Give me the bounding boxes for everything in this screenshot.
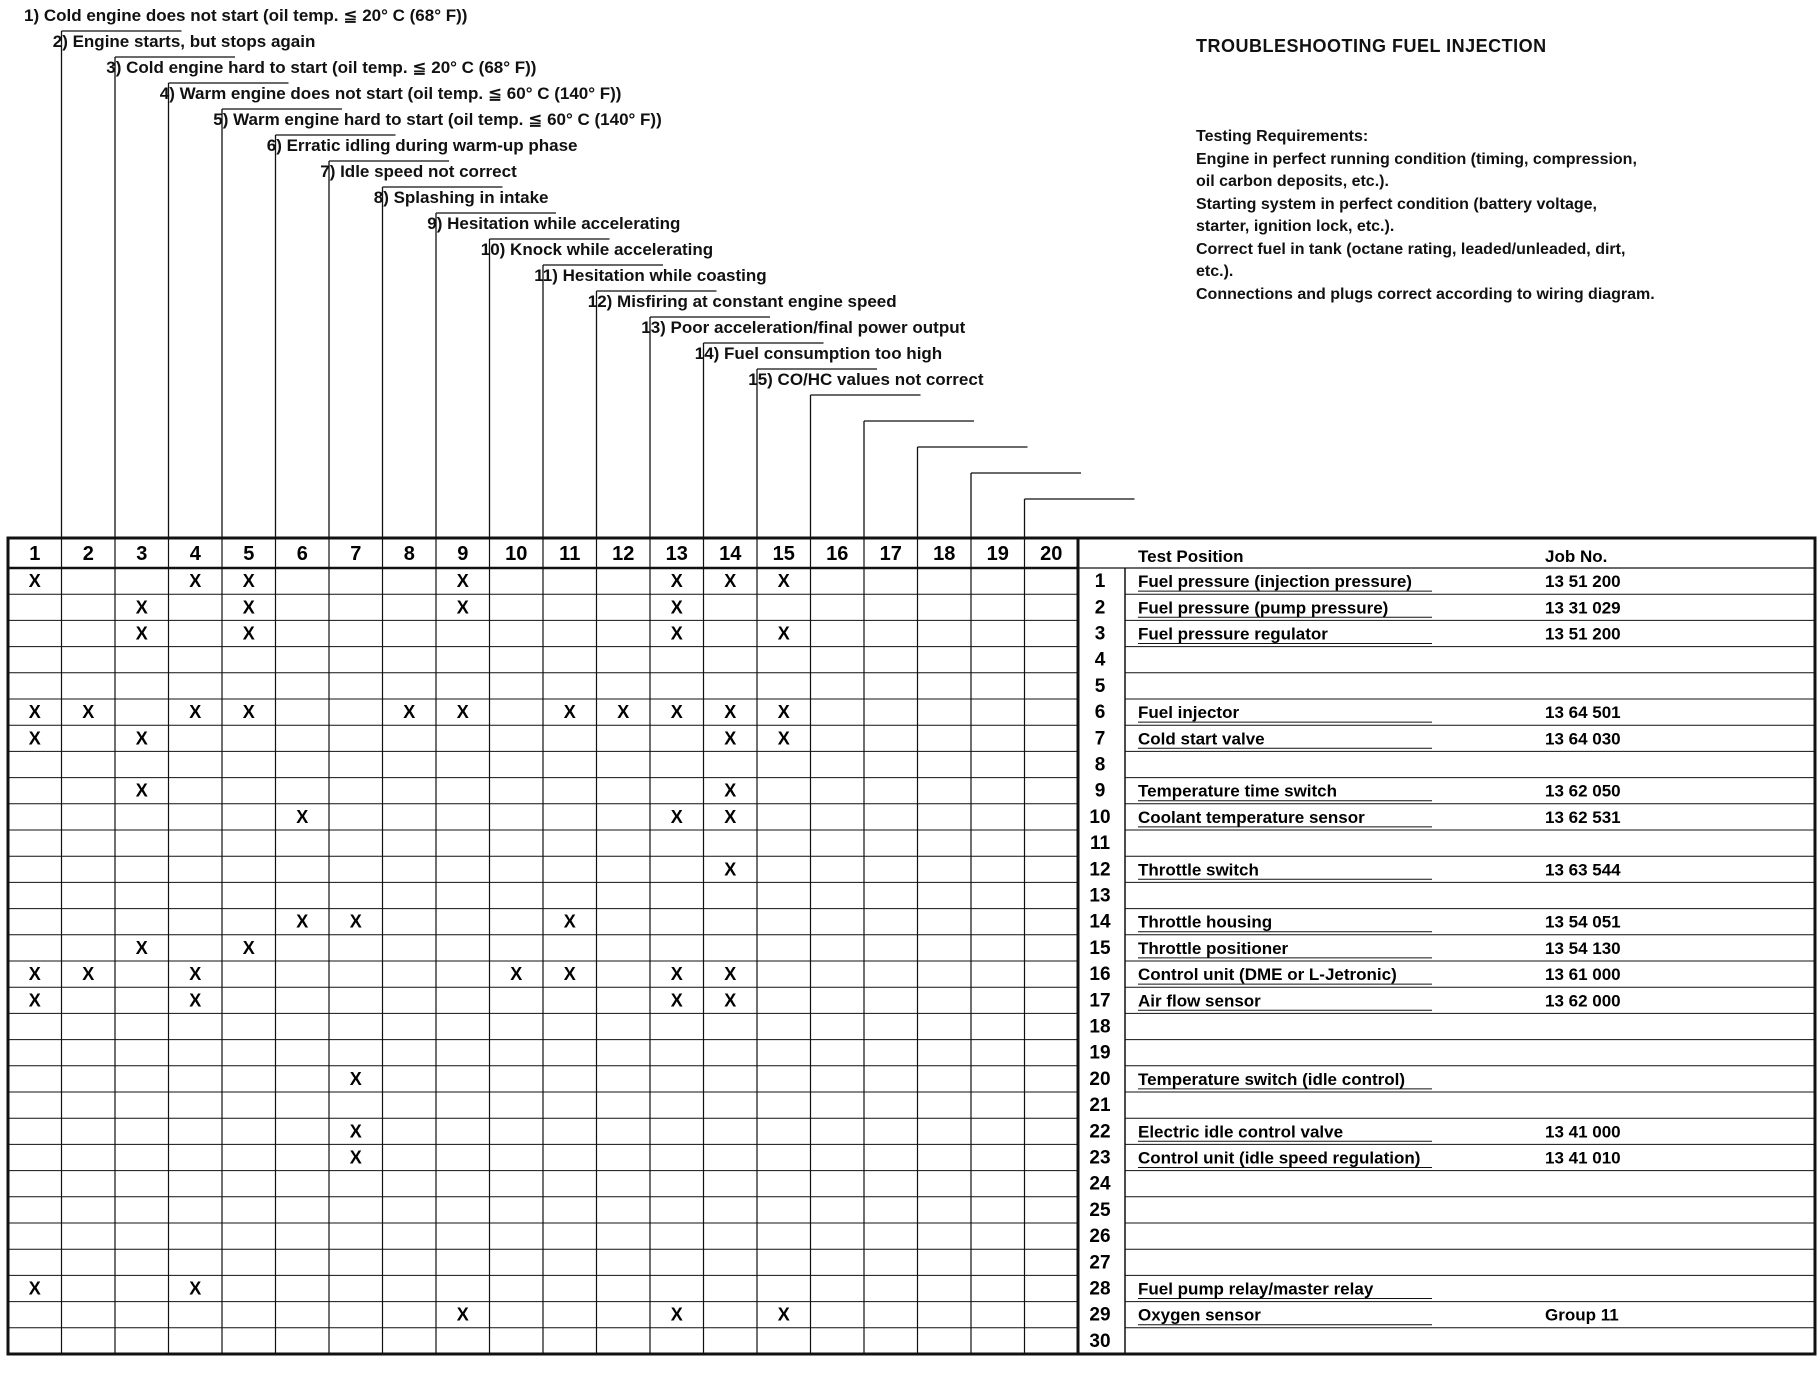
row-number: 18 xyxy=(1089,1016,1111,1038)
test-position-name: Oxygen sensor xyxy=(1138,1305,1261,1325)
cell-mark: X xyxy=(28,990,41,1011)
requirements-line: oil carbon deposits, etc.). xyxy=(1196,173,1389,190)
symptom-label: 12) Misfiring at constant engine speed xyxy=(587,292,897,311)
cell-mark: X xyxy=(670,990,683,1011)
job-number: Group 11 xyxy=(1545,1305,1619,1325)
column-number: 11 xyxy=(559,543,581,565)
symptom-label: 6) Erratic idling during warm-up phase xyxy=(266,136,578,155)
cell-mark: X xyxy=(189,964,202,985)
cell-mark: X xyxy=(135,937,148,958)
cell-mark: X xyxy=(349,1147,362,1168)
row-number: 3 xyxy=(1094,623,1106,645)
job-number: 13 51 200 xyxy=(1545,572,1621,592)
test-position-name: Temperature switch (idle control) xyxy=(1138,1069,1406,1089)
cell-mark: X xyxy=(563,911,576,932)
column-number: 19 xyxy=(986,543,1009,565)
cell-mark: X xyxy=(456,1304,469,1325)
symptom-label: 9) Hesitation while accelerating xyxy=(427,214,681,233)
cell-mark: X xyxy=(28,1278,41,1299)
column-number: 7 xyxy=(350,543,362,565)
symptom-label: 2) Engine starts, but stops again xyxy=(52,32,316,51)
row-number: 10 xyxy=(1089,806,1111,828)
column-number: 8 xyxy=(403,543,415,565)
row-number: 20 xyxy=(1089,1068,1111,1090)
symptom-label: 13) Poor acceleration/final power output xyxy=(641,318,966,337)
cell-mark: X xyxy=(82,964,95,985)
test-position-name: Temperature time switch xyxy=(1138,781,1338,801)
cell-mark: X xyxy=(724,571,737,592)
symptom-label: 4) Warm engine does not start (oil temp. ≦ 60° C (140° F)) xyxy=(159,84,622,103)
cell-mark: X xyxy=(563,964,576,985)
cell-mark: X xyxy=(724,990,737,1011)
column-number: 18 xyxy=(933,543,956,565)
cell-mark: X xyxy=(777,623,790,644)
job-number: 13 64 501 xyxy=(1545,703,1621,723)
requirements-heading: Testing Requirements: xyxy=(1196,128,1369,145)
cell-mark: X xyxy=(724,728,737,749)
cell-mark: X xyxy=(456,571,469,592)
test-position-name: Control unit (DME or L-Jetronic) xyxy=(1138,965,1397,985)
cell-mark: X xyxy=(349,911,362,932)
symptom-label: 3) Cold engine hard to start (oil temp. ≦ 20° C (68° F)) xyxy=(106,58,537,77)
cell-mark: X xyxy=(28,702,41,723)
test-position-name: Fuel pressure (pump pressure) xyxy=(1138,598,1389,618)
symptom-label: 8) Splashing in intake xyxy=(373,188,549,207)
symptom-label: 15) CO/HC values not correct xyxy=(748,370,984,389)
test-position-name: Fuel pressure (injection pressure) xyxy=(1138,572,1412,592)
column-number: 3 xyxy=(136,543,148,565)
header-test-position: Test Position xyxy=(1138,547,1244,566)
cell-mark: X xyxy=(670,806,683,827)
requirements-line: etc.). xyxy=(1196,263,1234,280)
test-position-name: Throttle housing xyxy=(1138,912,1273,932)
symptom-label: 5) Warm engine hard to start (oil temp. ≦ 60° C (140° F)) xyxy=(213,110,662,129)
table-frame xyxy=(8,538,1815,1354)
cell-mark: X xyxy=(670,964,683,985)
job-number: 13 51 200 xyxy=(1545,624,1621,644)
job-number: 13 62 000 xyxy=(1545,991,1621,1011)
column-number: 12 xyxy=(612,543,635,565)
row-number: 13 xyxy=(1089,885,1111,907)
cell-mark: X xyxy=(296,911,309,932)
requirements-line: Starting system in perfect condition (battery voltage, xyxy=(1196,195,1597,213)
cell-mark: X xyxy=(563,702,576,723)
column-number: 5 xyxy=(243,543,255,565)
test-position-name: Fuel injector xyxy=(1138,703,1240,723)
header-job-no: Job No. xyxy=(1545,547,1608,566)
row-number: 22 xyxy=(1089,1121,1111,1143)
cell-mark: X xyxy=(403,702,416,723)
row-number: 30 xyxy=(1089,1330,1111,1352)
row-number: 7 xyxy=(1094,728,1106,750)
job-number: 13 62 531 xyxy=(1545,807,1621,827)
cell-mark: X xyxy=(242,597,255,618)
job-number: 13 62 050 xyxy=(1545,781,1621,801)
cell-mark: X xyxy=(777,1304,790,1325)
page-title: TROUBLESHOOTING FUEL INJECTION xyxy=(1196,36,1547,56)
job-number: 13 63 544 xyxy=(1545,860,1621,880)
column-number: 10 xyxy=(505,543,528,565)
column-number: 14 xyxy=(719,543,742,565)
test-position-name: Air flow sensor xyxy=(1138,991,1261,1011)
cell-mark: X xyxy=(135,623,148,644)
job-number: 13 41 000 xyxy=(1545,1122,1621,1142)
cell-mark: X xyxy=(135,780,148,801)
cell-mark: X xyxy=(617,702,630,723)
job-number: 13 64 030 xyxy=(1545,729,1621,749)
symptom-label: 14) Fuel consumption too high xyxy=(694,344,943,363)
cell-mark: X xyxy=(510,964,523,985)
requirements-line: Correct fuel in tank (octane rating, leaded/unleaded, dirt, xyxy=(1196,240,1626,258)
cell-mark: X xyxy=(349,1121,362,1142)
row-number: 16 xyxy=(1089,964,1111,986)
test-position-name: Fuel pressure regulator xyxy=(1138,624,1328,644)
row-number: 27 xyxy=(1089,1252,1111,1274)
job-number: 13 61 000 xyxy=(1545,965,1621,985)
cell-mark: X xyxy=(456,597,469,618)
test-position-name: Coolant temperature sensor xyxy=(1138,807,1365,827)
cell-mark: X xyxy=(724,859,737,880)
row-number: 5 xyxy=(1094,675,1106,697)
cell-mark: X xyxy=(670,702,683,723)
cell-mark: X xyxy=(28,728,41,749)
row-number: 15 xyxy=(1089,937,1111,959)
cell-mark: X xyxy=(189,990,202,1011)
cell-mark: X xyxy=(777,728,790,749)
row-number: 1 xyxy=(1094,571,1106,593)
cell-mark: X xyxy=(456,702,469,723)
row-number: 14 xyxy=(1089,911,1111,933)
column-number: 6 xyxy=(296,543,308,565)
cell-mark: X xyxy=(242,571,255,592)
row-number: 23 xyxy=(1089,1147,1111,1169)
column-number: 20 xyxy=(1040,543,1063,565)
requirements-line: Engine in perfect running condition (timing, compression, xyxy=(1196,150,1637,168)
job-number: 13 54 130 xyxy=(1545,938,1621,958)
test-position-name: Throttle switch xyxy=(1138,860,1259,880)
cell-mark: X xyxy=(777,702,790,723)
symptom-label: 1) Cold engine does not start (oil temp. ≦ 20° C (68° F)) xyxy=(24,6,468,25)
row-number: 25 xyxy=(1089,1199,1111,1221)
row-number: 28 xyxy=(1089,1278,1111,1300)
test-position-name: Fuel pump relay/master relay xyxy=(1138,1279,1374,1299)
requirements-line: Connections and plugs correct according to wiring diagram. xyxy=(1196,285,1655,303)
cell-mark: X xyxy=(349,1068,362,1089)
symptom-label: 10) Knock while accelerating xyxy=(480,240,714,259)
row-number: 6 xyxy=(1094,702,1106,724)
cell-mark: X xyxy=(777,571,790,592)
symptom-label: 11) Hesitation while coasting xyxy=(534,266,767,285)
row-number: 4 xyxy=(1094,649,1106,671)
job-number: 13 41 010 xyxy=(1545,1148,1621,1168)
cell-mark: X xyxy=(135,597,148,618)
column-number: 16 xyxy=(826,543,849,565)
column-number: 13 xyxy=(665,543,688,565)
row-number: 2 xyxy=(1094,597,1106,619)
cell-mark: X xyxy=(670,623,683,644)
test-position-name: Electric idle control valve xyxy=(1138,1122,1344,1142)
cell-mark: X xyxy=(242,937,255,958)
row-number: 24 xyxy=(1089,1173,1111,1195)
cell-mark: X xyxy=(724,806,737,827)
test-position-name: Cold start valve xyxy=(1138,729,1265,749)
row-number: 19 xyxy=(1089,1042,1111,1064)
cell-mark: X xyxy=(189,571,202,592)
cell-mark: X xyxy=(135,728,148,749)
column-number: 1 xyxy=(29,543,41,565)
row-number: 26 xyxy=(1089,1226,1111,1248)
row-number: 29 xyxy=(1089,1304,1111,1326)
column-number: 15 xyxy=(772,543,795,565)
cell-mark: X xyxy=(670,597,683,618)
row-number: 8 xyxy=(1094,754,1106,776)
row-number: 11 xyxy=(1089,833,1111,855)
column-number: 2 xyxy=(82,543,94,565)
cell-mark: X xyxy=(28,571,41,592)
cell-mark: X xyxy=(189,702,202,723)
column-number: 9 xyxy=(457,543,469,565)
cell-mark: X xyxy=(724,780,737,801)
cell-mark: X xyxy=(242,623,255,644)
cell-mark: X xyxy=(242,702,255,723)
requirements-line: starter, ignition lock, etc.). xyxy=(1196,218,1395,235)
column-number: 17 xyxy=(879,543,902,565)
job-number: 13 31 029 xyxy=(1545,598,1621,618)
row-number: 17 xyxy=(1089,990,1111,1012)
symptom-label: 7) Idle speed not correct xyxy=(320,162,517,181)
cell-mark: X xyxy=(28,964,41,985)
row-number: 9 xyxy=(1094,780,1106,802)
cell-mark: X xyxy=(670,571,683,592)
test-position-name: Throttle positioner xyxy=(1138,938,1289,958)
cell-mark: X xyxy=(670,1304,683,1325)
cell-mark: X xyxy=(724,964,737,985)
column-number: 4 xyxy=(189,543,201,565)
row-number: 21 xyxy=(1089,1095,1111,1117)
cell-mark: X xyxy=(189,1278,202,1299)
test-position-name: Control unit (idle speed regulation) xyxy=(1138,1148,1421,1168)
cell-mark: X xyxy=(296,806,309,827)
row-number: 12 xyxy=(1089,859,1111,881)
cell-mark: X xyxy=(82,702,95,723)
job-number: 13 54 051 xyxy=(1545,912,1621,932)
cell-mark: X xyxy=(724,702,737,723)
